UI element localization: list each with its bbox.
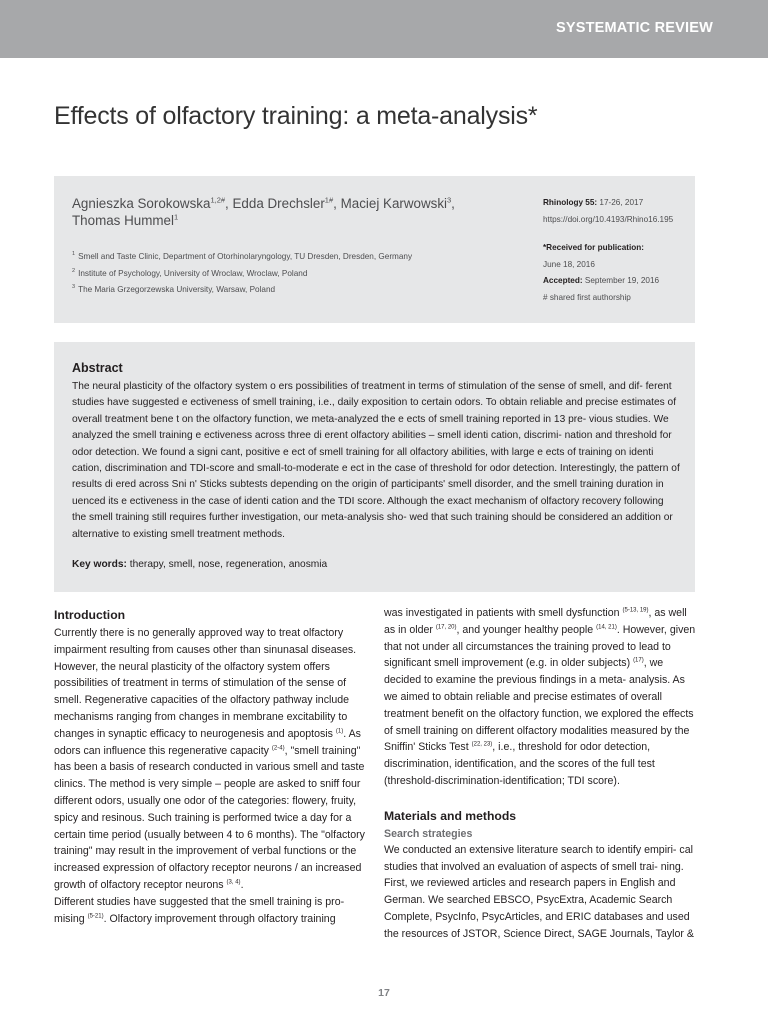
intro-paragraph-continued: was investigated in patients with smell dysfunction $^{(5-13, 19)}$, as well as in older $^{(17, 20)}$, and younger healthy people $^{(14, 21)}$. However, given that not under all circumstances the training proved to lead to significant smell improvement (e.g. in older subjects) $^{(17)}$, we decided to examine the previous findings in a meta- analysis. As we aimed to obtain reliable and precise estimates of overall treatment benefit on the olfactory function, we explored the effects of smell training on different olfactory modalities measured by the Sniffin' Sticks Test $^{(22, 23)}$, i.e., threshold for odor detection, discrimination, identification, and the scores of the full test (threshold-discrimination-identification; TDI score). — [384, 607, 696, 787]
page-number: 17 — [378, 987, 390, 999]
citation-ref[interactable]: (5-13, 19) — [622, 607, 649, 614]
author-name: Maciej Karwowski — [340, 196, 447, 211]
affiliation: $^2$ Institute of Psychology, University of Wroclaw, Wroclaw, Poland — [72, 267, 308, 278]
left-column — [54, 605, 366, 927]
intro-paragraph: Different studies have suggested that the smell training is pro- mising $^{(5-21)}$. Olfactory improvement through olfactory training — [54, 895, 345, 925]
citation-ref[interactable]: (17) — [633, 657, 644, 664]
citation-ref[interactable]: (1) — [335, 728, 344, 735]
author-info-box — [54, 176, 695, 323]
abstract-text: The neural plasticity of the olfactory system o ers possibilities of treatment in terms of stimulation of the sense of smell, and dif- ferent studies have suggested e ectiveness of smell training, i.e., daily exposition to certain odors. To obtain reliable and precise estimates of overall treatment bene t on the olfactory function, we meta-analyzed the e ects of smell training reported in 13 pre- vious studies. We analyzed the smell training e ectiveness across three di erent olfactory abilities – smell identi cation, discrimi- nation and threshold for odor detection. We found a signi cant, positive e ect of smell training for all olfactory abilities, with large e ects of training on identi cation, discrimination and TDI-score and small-to-moderate e ect in the case of threshold for odor detection. Interestingly, the pattern of results di ered across Sni n' Sticks subtests depending on the origin of participants' smell disorder, and the smell training duration in uenced its e ectiveness in the case of identi cation and the TDI score. Although the exact mechanism of olfactory recovery following the smell training still requires further investigation, our meta-analysis sho- wed that such training should be considered an addition or alternative to existing smell treatment methods. — [72, 381, 680, 540]
author-affiliation-mark: 1,2# — [210, 195, 226, 205]
article-title: Effects of olfactory training: a meta-analysis* — [54, 102, 538, 130]
publication-meta — [543, 195, 693, 306]
author-list: Agnieszka Sorokowska$^{1,2\#}$, Edda Drechsler$^{1\#}$, Maciej Karwowski$^3$, Thomas Hummel$^1$ — [72, 195, 455, 228]
citation-ref[interactable]: (3, 4) — [226, 879, 241, 886]
affiliation-list — [72, 249, 512, 299]
received-date: June 18, 2016 — [543, 259, 595, 269]
abstract-heading: Abstract — [72, 361, 123, 375]
accepted-date: Accepted: September 19, 2016 — [543, 276, 660, 285]
author-affiliation-mark: 1# — [324, 195, 334, 205]
doi-link[interactable]: https://doi.org/10.4193/Rhino16.195 — [543, 214, 674, 224]
introduction-heading: Introduction — [54, 608, 126, 622]
author-name: Thomas Hummel — [72, 213, 174, 228]
intro-paragraph: Currently there is no generally approved way to treat olfactory impairment resulting from causes other than sinunasal diseases. However, the neural plasticity of the olfactory system offers possibilities of treatment in terms of stimulation of the sense of smell. Regenerative capacities of the olfactory pathway include mechanisms ranging from changes in membrane excitability to changes in synaptic efficacy to neurogenesis and apoptosis $^{(1)}$. As odors can influence this regenerative capacity $^{(2-4)}$, "smell training" has been a basis of research conducted in various smell and taste clinics. The method is very simple – people are asked to sniff four different odors, usually one odor of the categories: flowery, fruity, spicy and resinous. Such training is performed twice a day for a certain time period (usually between 4 to 6 months). The "olfactory training" may result in the improvement of verbal functions or the increased expression of olfactory receptor neurons / an increased growth of olfactory receptor neurons $^{(3, 4)}$. — [54, 627, 365, 891]
methods-heading: Materials and methods — [384, 808, 517, 823]
search-strategies-subheading: Search strategies — [384, 827, 473, 840]
citation-ref[interactable]: (17, 20) — [435, 624, 457, 631]
abstract-box — [54, 342, 695, 592]
journal-citation: Rhinology 55: 17-26, 2017 — [543, 198, 644, 207]
received-label: *Received for publication: — [543, 243, 644, 252]
author-name: Agnieszka Sorokowska — [72, 196, 211, 211]
keywords: Key words: therapy, smell, nose, regeneration, anosmia — [72, 559, 328, 570]
citation-ref[interactable]: (14, 21) — [596, 624, 617, 631]
shared-authorship-note: # shared first authorship — [543, 292, 631, 302]
author-affiliation-mark: 1 — [173, 212, 179, 222]
citation-ref[interactable]: (2-4) — [271, 745, 285, 752]
citation-ref[interactable]: (5-21) — [87, 913, 104, 920]
section-label: SYSTEMATIC REVIEW — [555, 20, 713, 36]
methods-paragraph: We conducted an extensive literature search to identify empiri- cal studies that involved an evaluation of aspects of smell trai- ning. First, we reviewed articles and research papers in English and German. We searched EBSCO, PsycExtra, Academic Search Complete, PsycInfo, PsycArticles, and ERIC databases and used the resources of JSTOR, Science Direct, SAGE Journals, Taylor & — [384, 843, 694, 940]
affiliation: $^1$ Smell and Taste Clinic, Department of Otorhinolaryngology, TU Dresden, Dresden, Germany — [72, 251, 413, 261]
author-name: Edda Drechsler — [232, 196, 325, 211]
right-column — [384, 605, 696, 943]
citation-ref[interactable]: (22, 23) — [471, 741, 493, 748]
affiliation: $^3$ The Maria Grzegorzewska University, Warsaw, Poland — [72, 284, 276, 294]
author-affiliation-mark: 3 — [447, 195, 452, 205]
section-header-bar — [0, 0, 768, 58]
